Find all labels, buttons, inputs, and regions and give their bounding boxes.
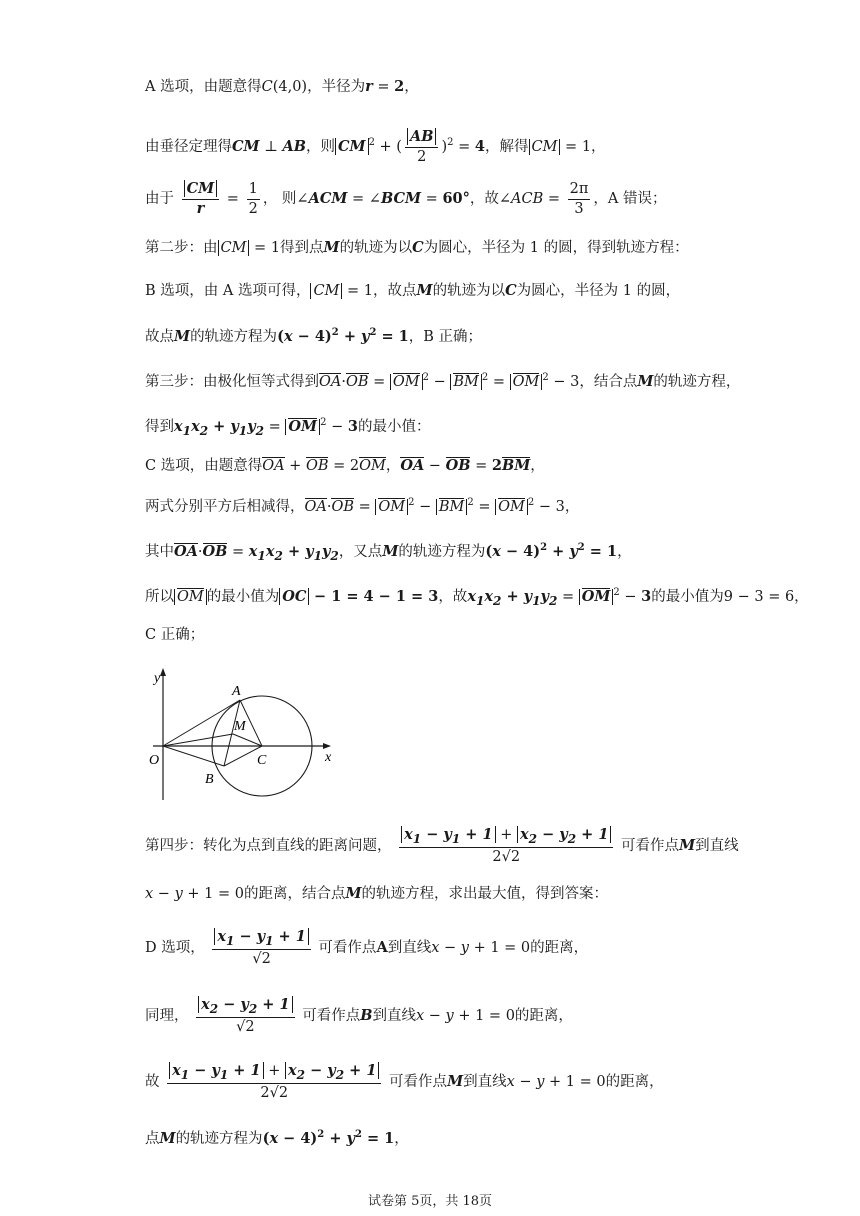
label-a: A bbox=[232, 684, 241, 699]
label-o: O bbox=[149, 753, 160, 768]
label-m: M bbox=[234, 719, 246, 734]
geometry-figure bbox=[145, 664, 345, 804]
segment-ob bbox=[163, 746, 224, 766]
label-x: x bbox=[325, 750, 332, 765]
line-8: 得到$x_1x_2 + y_1y_2$ = OM $^2$ − 3的最小值： bbox=[145, 417, 431, 438]
line-9: C 选项，由题意得OA + OB = 2OM，OA − OB = 2BM， bbox=[145, 457, 545, 474]
line-2: 由垂径定理得CM ⊥ AB，则 CM $^2$ + ( $\frac{AB}{2}$ )$^2$ = 4，解得 CM = 1， bbox=[145, 128, 606, 165]
line-15: x − y + 1 = 0的距离，结合点M的轨迹方程，求出最大值，得到答案： bbox=[145, 885, 609, 902]
line-16: D 选项， $\frac{x_1 - y_1 + 1}{√2}$ 可看作点A到直线x − y + 1 = 0的距离， bbox=[145, 928, 589, 967]
line-12: 所以 OM 的最小值为 OC − 1 = 4 − 1 = 3，故$x_1x_2 + y_1y_2$ = OM $^2$ − 3的最小值为9 − 3 = 6， bbox=[145, 587, 809, 608]
x-axis-arrow bbox=[323, 743, 331, 749]
line-14: 第四步：转化为点到直线的距离问题， $\frac{x_1 - y_1 + 1 + x_2 - y_2 + 1}{2√2}$ 可看作点M到直线 bbox=[145, 826, 739, 865]
line-1: A 选项，由题意得C(4,0)，半径为r = 2， bbox=[145, 78, 419, 95]
label-y: y bbox=[154, 671, 161, 686]
line-5: B 选项，由 A 选项可得， CM = 1，故点M的轨迹为以C为圆心，半径为 1 的圆， bbox=[145, 282, 681, 299]
line-18: 故 $\frac{x_1 - y_1 + 1 + x_2 - y_2 + 1}{2√2}$ 可看作点M到直线x − y + 1 = 0的距离， bbox=[145, 1062, 664, 1101]
line-7: 第三步：由极化恒等式得到OA·OB = OM $^2$ − BM $^2$ = OM $^2$ − 3，结合点M的轨迹方程， bbox=[145, 372, 741, 390]
page-footer: 试卷第 5页，共 18页 bbox=[367, 1194, 493, 1209]
line-17: 同理， $\frac{x_2 - y_2 + 1}{√2}$ 可看作点B到直线x − y + 1 = 0的距离， bbox=[145, 996, 573, 1035]
line-3: 由于 $\frac{CM}{r}$ = $\frac{1}{2}$ ， 则∠ACM = ∠BCM = 60°，故∠ACB = $\frac{2\pi}{3}$ ，A 错误； bbox=[145, 180, 667, 217]
line-13: C 正确； bbox=[145, 627, 205, 643]
line-10: 两式分别平方后相减得，OA·OB = OM $^2$ − BM $^2$ = OM $^2$ − 3， bbox=[145, 497, 580, 515]
label-c: C bbox=[257, 753, 267, 768]
line-6: 故点M的轨迹方程为$(x - 4)^2 + y^2 = 1$，B 正确； bbox=[145, 327, 483, 345]
line-4: 第二步：由 CM = 1得到点M的轨迹为以C为圆心，半径为 1 的圆，得到轨迹方程： bbox=[145, 239, 689, 256]
label-b: B bbox=[205, 772, 214, 787]
line-19: 点M的轨迹方程为$(x - 4)^2 + y^2 = 1$， bbox=[145, 1129, 409, 1147]
y-axis-arrow bbox=[160, 668, 166, 676]
line-11: 其中$OA\cdot OB = x_1x_2 + y_1y_2$，又点M的轨迹方程为$(x - 4)^2 + y^2 = 1$， bbox=[145, 542, 632, 563]
